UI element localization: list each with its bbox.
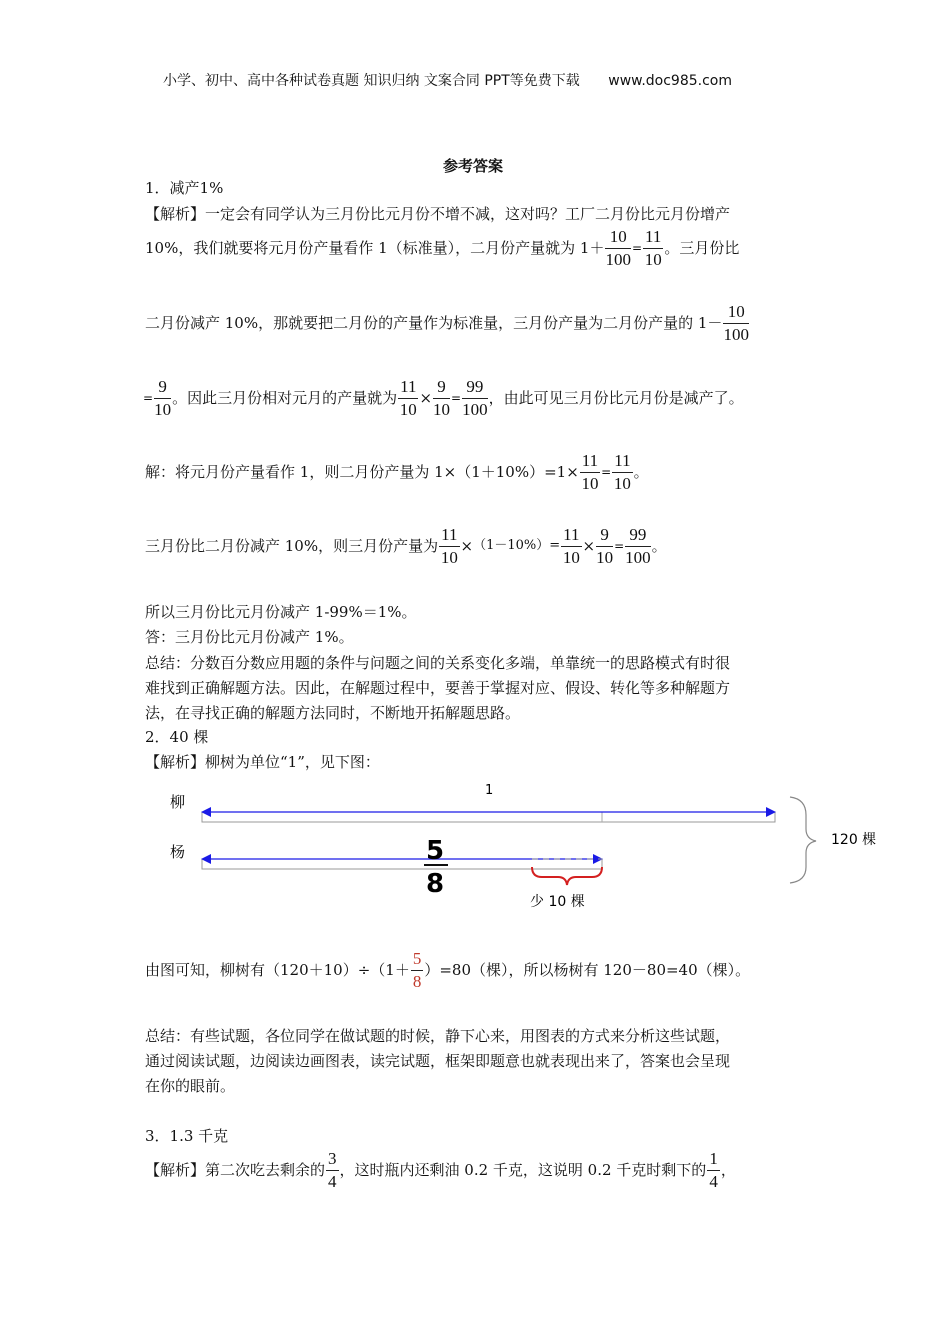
q1-summary-1: 总结：分数百分数应用题的条件与问题之间的关系变化多端，单靠统一的思路模式有时很: [145, 654, 731, 672]
fraction: $\frac{11}{10}$: [644, 227, 662, 269]
q1-solution-line3: 所以三月份比元月份减产 1-99%＝1%。: [145, 603, 417, 621]
fraction: $\frac{99}{100}$: [462, 377, 488, 419]
text: ，由此可见三月份比元月份是减产了。: [488, 389, 744, 407]
text: 【解析】第二次吃去剩余的: [145, 1161, 326, 1179]
header-text: 小学、初中、高中各种试卷真题 知识归纳 文案合同 PPT等免费下载: [163, 73, 580, 89]
fraction: $\frac{10}{100}$: [605, 227, 631, 269]
fraction: $\frac{9}{10}$: [433, 377, 451, 419]
label-poplar: 杨: [170, 843, 186, 861]
text: 。: [651, 537, 667, 555]
text: 10%，我们就要将元月份产量看作 1（标准量），二月份产量就为 1＋: [145, 239, 605, 257]
text: 。: [633, 463, 649, 481]
fraction: $\frac{9}{10}$: [596, 525, 614, 567]
text: （1－10%）=: [473, 538, 561, 553]
text: ）=80（棵），所以杨树有 120－80=40（棵）。: [424, 961, 751, 979]
fraction: $\frac{99}{100}$: [625, 525, 651, 567]
fraction-red: $\frac{5}{8}$: [412, 949, 422, 991]
q2-summary-2: 通过阅读试题，边阅读边画图表，读完试题，框架即题意也就表现出来了，答案也会呈现: [145, 1052, 731, 1070]
text: 解：将元月份产量看作 1，则二月份产量为 1×（1＋10%）=1×: [145, 463, 579, 481]
text: 。因此三月份相对元月的产量就为: [172, 389, 398, 407]
text: ，: [720, 1161, 736, 1179]
fraction: $\frac{3}{4}$: [328, 1149, 337, 1191]
text: 。三月份比: [664, 239, 740, 257]
q2-result: [145, 950, 750, 990]
fraction-denominator: 8: [426, 869, 445, 899]
q1-solution-line1: 解：将元月份产量看作 1，则二月份产量为 1×（1＋10%）=1× $\frac{11}{10}$ = $\frac{11}{10}$ 。: [145, 451, 649, 493]
text: ，这时瓶内还剩油 0.2 千克，这说明 0.2 千克时剩下的: [339, 1161, 707, 1179]
header-site[interactable]: www.doc985.com: [608, 73, 732, 89]
q2-analysis: 【解析】柳树为单位“1”，见下图：: [145, 753, 380, 771]
fraction: $\frac{11}{10}$: [581, 451, 599, 493]
page-header: [163, 70, 732, 90]
fraction-numerator: 5: [426, 836, 445, 866]
q1-solution-line2: 三月份比二月份减产 10%，则三月份产量为 $\frac{11}{10}$ ×（1－10%）= $\frac{11}{10}$ × $\frac{9}{10}$ = $\frac{99}{100}$ 。: [145, 525, 667, 567]
text: 由图可知，柳树有（120＋10）÷（1＋: [145, 961, 410, 979]
fraction: $\frac{11}{10}$: [613, 451, 631, 493]
q1-analysis-line3: [145, 303, 750, 343]
q3-analysis: [145, 1150, 736, 1190]
fraction: $\frac{9}{10}$: [154, 377, 172, 419]
poplar-bar: [202, 859, 602, 869]
total-brace: [790, 797, 816, 883]
q1-analysis-line4: = $\frac{9}{10}$ 。因此三月份相对元月的产量就为 $\frac{11}{10}$ × $\frac{9}{10}$ = $\frac{99}{100}$ ，由此可见三月份比元月份是减产了。: [143, 377, 744, 419]
text: 三月份比二月份减产 10%，则三月份产量为: [145, 537, 439, 555]
q1-answer-final: 答：三月份比元月份减产 1%。: [145, 628, 354, 646]
fraction: $\frac{1}{4}$: [709, 1149, 718, 1191]
q2-summary-3: 在你的眼前。: [145, 1077, 236, 1095]
q1-analysis-line2: 10%，我们就要将元月份产量看作 1（标准量），二月份产量就为 1＋ $\frac{10}{100}$ = $\frac{11}{10}$ 。三月份比: [145, 227, 740, 269]
fraction: $\frac{11}{10}$: [562, 525, 580, 567]
willow-bar: [202, 812, 775, 822]
less-brace: [532, 867, 602, 885]
q2-summary-1: 总结：有些试题，各位同学在做试题的时候，静下心来，用图表的方式来分析这些试题，: [145, 1027, 731, 1045]
line-segment-diagram: [160, 775, 890, 920]
q1-answer: 1．减产1%: [145, 179, 224, 197]
text: 二月份减产 10%，那就要把二月份的产量作为标准量，三月份产量为二月份产量的 1－: [145, 314, 723, 332]
label-willow: 柳: [170, 793, 186, 811]
q1-analysis-line1: 【解析】一定会有同学认为三月份比元月份不增不减，这对吗？工厂二月份比元月份增产: [145, 205, 731, 223]
label-unit-one: 1: [485, 783, 494, 798]
q1-summary-3: 法，在寻找正确的解题方法同时，不断地开拓解题思路。: [145, 704, 521, 722]
label-total: 120 棵: [831, 832, 877, 848]
label-less: 少 10 棵: [530, 894, 585, 910]
page-title: 参考答案: [443, 157, 504, 175]
q1-summary-2: 难找到正确解题方法。因此，在解题过程中，要善于掌握对应、假设、转化等多种解题方: [145, 679, 731, 697]
q2-answer: 2．40 棵: [145, 728, 209, 746]
fraction: $\frac{11}{10}$: [440, 525, 458, 567]
fraction: $\frac{10}{100}$: [723, 302, 749, 344]
fraction: $\frac{11}{10}$: [399, 377, 417, 419]
q3-answer: 3．1.3 千克: [145, 1127, 229, 1145]
